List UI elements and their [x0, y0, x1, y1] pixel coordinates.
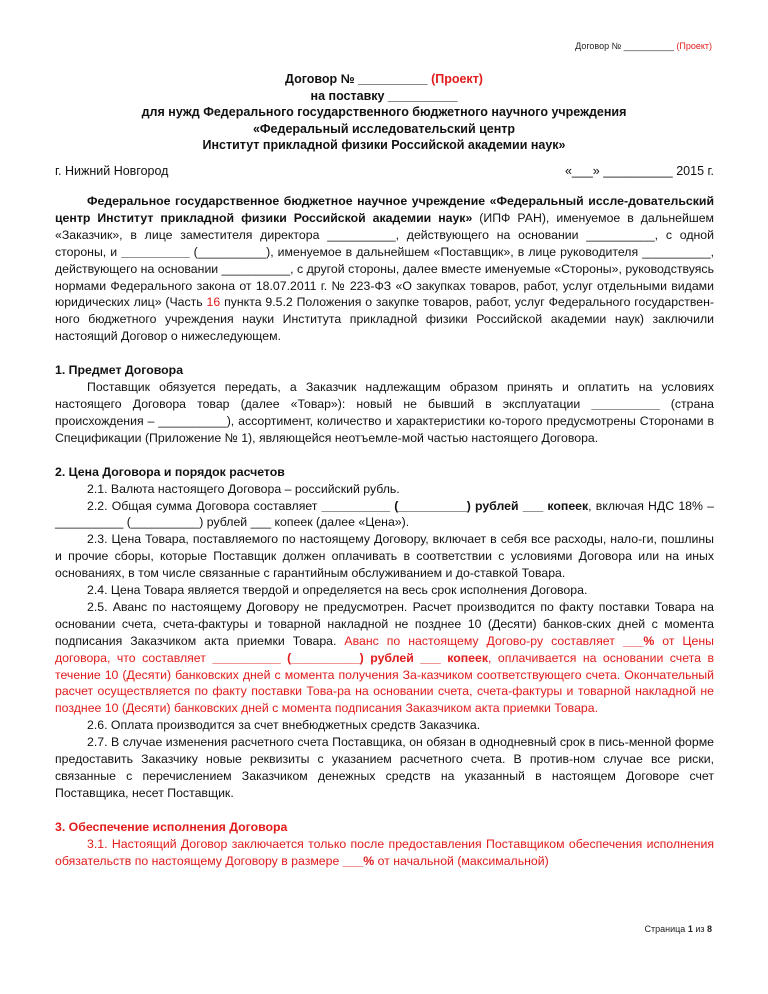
title-line-2: на поставку __________ — [310, 88, 458, 103]
c22-text-1: 2.2. Общая сумма Договора составляет — [87, 498, 322, 513]
document-title — [0, 71, 768, 154]
preamble-supplier-blank: __________ — [121, 244, 190, 259]
title-line-3: для нужд Федерального государственного бюджетного научного учреждения — [141, 105, 627, 119]
page-of-label: из — [692, 924, 707, 934]
c22-text-2: , включая НДС 18% – __________ (__________) рублей ___ копеек (далее «Цена»). — [55, 498, 714, 530]
header-contract-number: Договор № __________ — [575, 41, 674, 51]
preamble-paragraph — [55, 193, 714, 345]
c22-amount: __________ (__________) рублей ___ копеек — [321, 498, 589, 513]
clause-2-1: 2.1. Валюта настоящего Договора – российский рубль. — [87, 481, 400, 496]
contract-body — [55, 193, 714, 870]
c25-advance-text: Аванс по настоящему Догово-ру составляет — [344, 633, 623, 648]
clause-2-6: 2.6. Оплата производится за счет внебюджетных средств Заказчика. — [87, 718, 481, 733]
clause-2-3: 2.3. Цена Товара, поставляемого по настоящему Договору, включает в себя все расходы, нало-ги, пошлины и прочие сборы, которые Поставщик должен оплачивать в соответствии с условиями Договора или на иных основаниях, в том числе связанные с гарантийным обслуживанием и до-ставкой Товара. — [55, 532, 714, 581]
c25-advance-amount: __________ (__________) рублей ___ копеек — [212, 650, 488, 665]
c31-text-2: от начальной (максимальной) — [374, 853, 549, 868]
running-header — [575, 41, 712, 51]
place-date-line — [55, 164, 714, 178]
s1-blank: __________ — [591, 396, 660, 411]
date: «___» __________ 2015 г. — [564, 164, 714, 178]
title-contract-number: Договор № __________ — [285, 72, 428, 86]
preamble-text-1: (ИПФ РАН), именуемое в дальнейшем «Заказчик», в лице заместителя директора __________, действующего на основании __________, с одной стороны, и — [55, 210, 714, 259]
clause-2-2 — [55, 498, 714, 532]
title-draft-mark: (Проект) — [431, 72, 483, 86]
section-3-heading: 3. Обеспечение исполнения Договора — [55, 819, 288, 834]
title-line-1 — [0, 71, 768, 88]
spacer — [55, 447, 714, 464]
current-page: 1 — [687, 924, 693, 934]
spacer — [55, 802, 714, 819]
clause-3-1 — [55, 836, 714, 870]
c31-percent: ___% — [342, 853, 375, 868]
preamble-text-2: (__________), именуемое в дальнейшем «Поставщик», в лице руководителя __________, действующего на основании __________, с другой стороны, далее вместе именуемые «Стороны», руководствуясь нормами Федерального закона от 18.07.2011 г. № 223-ФЗ «О закупках товаров, работ, услуг отдельными видами юридических лиц» (Часть — [55, 244, 714, 310]
clause-2-7: 2.7. В случае изменения расчетного счета Поставщика, он обязан в однодневный срок в пись-менной форме предоставить Заказчику новые реквизиты с указанием расчетного счета. В против-ном случае все риски, связанные с перечислением Заказчиком денежных средств на указанный в настоящем Договоре счет Поставщика, несет Поставщик. — [55, 735, 714, 800]
header-draft-mark: (Проект) — [676, 41, 712, 51]
section-1-heading: 1. Предмет Договора — [55, 363, 184, 378]
s1-text-1: Поставщик обязуется передать, а Заказчик надлежащим образом принять и оплатить на условиях настоящего Договора товар (далее «Товар»): новый не бывший в эксплуатации — [55, 380, 714, 411]
page-number-footer — [645, 924, 712, 934]
clause-2-4: 2.4. Цена Товара является твердой и определяется на весь срок исполнения Договора. — [87, 583, 588, 598]
spacer — [55, 345, 714, 362]
title-line-5: Институт прикладной физики Российской академии наук» — [202, 138, 566, 152]
c31-text-1: 3.1. Настоящий Договор заключается только после предоставления Поставщиком обеспечения исполнения обязательств по настоящему Договору в размере — [55, 836, 714, 868]
c25-advance-text-3: , оплачивается на основании счета в течение 10 (Десяти) банковских дней с момента получения За-казчиком соответствующего счета. Окончательный расчет осуществляется по факту поставки Това-ра на основании счета, счета-фактуры и товарной накладной не позднее 10 (Десяти) банковских дней с момента подписания Заказчиком акта приемки Товара. — [55, 650, 714, 716]
preamble-part-number: 16 — [206, 295, 221, 310]
title-line-4: «Федеральный исследовательский центр — [252, 121, 516, 136]
total-pages: 8 — [706, 924, 712, 934]
clause-2-5 — [55, 599, 714, 717]
preamble-customer-name: Федеральное государственное бюджетное научное учреждение «Федеральный иссле-довательский центр Институт прикладной физики Российской академии наук» — [55, 194, 714, 225]
section-2-heading: 2. Цена Договора и порядок расчетов — [55, 464, 285, 479]
section-1-paragraph — [55, 379, 714, 447]
c25-text-1: 2.5. Аванс по настоящему Договору не предусмотрен. Расчет производится по факту поставки Товара на основании счета, счета-фактуры и товарной накладной не позднее 10 (Десяти) банков-ских дней с момента подписания Заказчиком акта приемки Товара. — [55, 599, 714, 648]
place: г. Нижний Новгород — [55, 164, 169, 178]
c25-advance-percent: ___% — [622, 633, 655, 648]
preamble-text-3: пункта 9.5.2 Положения о закупке товаров, работ, услуг Федерального государствен-ного бюджетного учреждения науки Института прикладной физики Российской академии наук) заключили настоящий Договор о нижеследующем. — [55, 295, 714, 344]
c25-advance-text-2: от Цены договора, что составляет — [55, 633, 714, 665]
page-label: Страница — [644, 924, 688, 934]
s1-text-2: (страна происхождения – __________), ассортимент, количество и характеристики ко-торого предусмотрены Сторонами в Спецификации (Приложение № 1), являющейся неотъемле-мой частью настоящего Договора. — [55, 396, 714, 445]
